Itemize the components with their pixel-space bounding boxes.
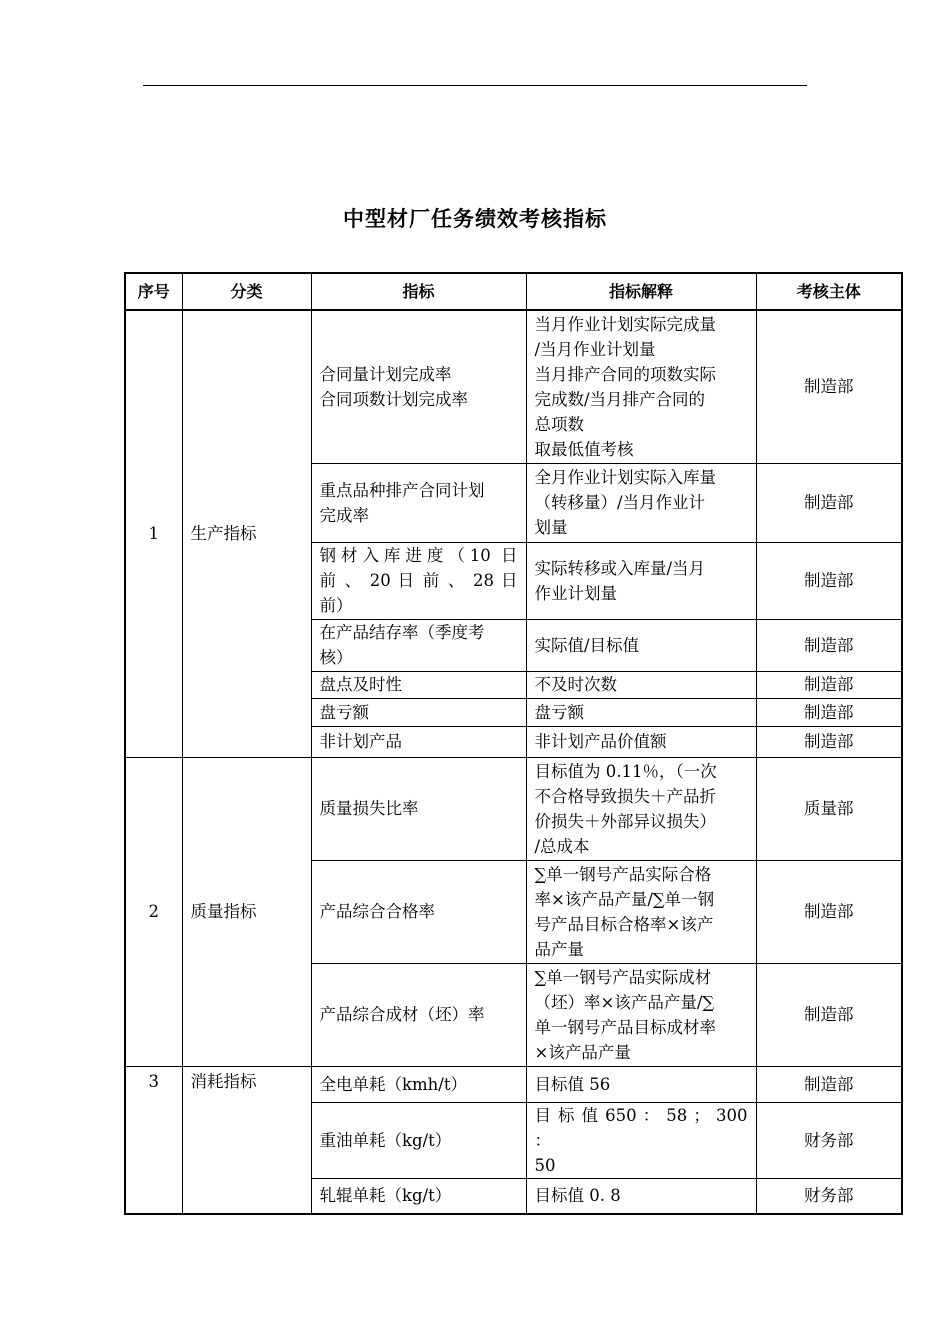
table-row bbox=[125, 1066, 902, 1102]
indicator-cell bbox=[311, 1102, 526, 1178]
group-category: 消耗指标 bbox=[182, 1066, 311, 1214]
explanation-text: 非计划产品价值额 bbox=[534, 732, 667, 751]
owner-cell: 财务部 bbox=[756, 1102, 902, 1178]
explanation-text: ×该产品产量 bbox=[534, 1042, 631, 1062]
explanation-text: 不合格导致损失＋产品折 bbox=[534, 786, 716, 806]
indicator-text: 钢材入库进度（10 日 bbox=[319, 546, 518, 565]
explanation-text: 品产量 bbox=[534, 939, 584, 959]
group-category: 生产指标 bbox=[182, 310, 311, 757]
indicator-text: 前） bbox=[319, 596, 353, 615]
group-no: 3 bbox=[125, 1066, 182, 1214]
indicator-cell bbox=[311, 1178, 526, 1214]
owner-cell: 制造部 bbox=[756, 310, 902, 463]
indicator-text: 合同项数计划完成率 bbox=[319, 389, 468, 409]
indicator-text: 盘点及时性 bbox=[319, 675, 402, 694]
indicator-cell bbox=[311, 726, 526, 757]
explanation-text: 目标值 0. 8 bbox=[534, 1186, 621, 1206]
owner-cell: 制造部 bbox=[756, 463, 902, 542]
header-rule bbox=[143, 85, 807, 86]
explanation-text: 目标值 56 bbox=[534, 1074, 611, 1094]
indicator-cell bbox=[311, 310, 526, 463]
owner-cell: 制造部 bbox=[756, 726, 902, 757]
indicator-cell bbox=[311, 860, 526, 963]
indicator-text: 重点品种排产合同计划 bbox=[319, 480, 485, 500]
indicator-text: 在产品结存率（季度考 bbox=[319, 623, 485, 642]
header-category: 分类 bbox=[182, 273, 311, 310]
owner-cell: 制造部 bbox=[756, 860, 902, 963]
explanation-cell bbox=[526, 1178, 756, 1214]
explanation-text: ∑单一钢号产品实际成材 bbox=[534, 967, 712, 987]
indicator-cell bbox=[311, 542, 526, 619]
explanation-text: 不及时次数 bbox=[534, 675, 617, 694]
owner-cell: 制造部 bbox=[756, 671, 902, 698]
indicator-cell bbox=[311, 463, 526, 542]
header-no: 序号 bbox=[125, 273, 182, 310]
group-no: 1 bbox=[125, 310, 182, 757]
explanation-text: 盘亏额 bbox=[534, 702, 584, 722]
explanation-text: 率×该产品产量/∑单一钢 bbox=[534, 889, 715, 909]
indicator-cell bbox=[311, 963, 526, 1066]
header-indicator: 指标 bbox=[311, 273, 526, 310]
indicator-text: 全电单耗（kmh/t） bbox=[319, 1074, 467, 1094]
indicator-text: 盘亏额 bbox=[319, 702, 369, 722]
table-row bbox=[125, 310, 902, 463]
explanation-text: 总项数 bbox=[534, 414, 584, 434]
table-header-row bbox=[125, 273, 902, 310]
explanation-cell bbox=[526, 463, 756, 542]
document-title: 中型材厂任务绩效考核指标 bbox=[343, 207, 607, 231]
indicator-cell bbox=[311, 619, 526, 671]
owner-cell: 财务部 bbox=[756, 1178, 902, 1214]
indicator-cell bbox=[311, 757, 526, 860]
explanation-text: 实际转移或入库量/当月 bbox=[534, 558, 706, 578]
indicator-cell bbox=[311, 698, 526, 726]
header-explanation: 指标解释 bbox=[526, 273, 756, 310]
indicator-text: 轧辊单耗（kg/t） bbox=[319, 1186, 452, 1206]
explanation-text: 号产品目标合格率×该产 bbox=[534, 914, 714, 934]
indicator-text: 核） bbox=[319, 648, 353, 667]
explanation-text: 目标值为 0.11％，（一次 bbox=[534, 761, 717, 781]
owner-cell: 制造部 bbox=[756, 698, 902, 726]
indicator-text: 合同量计划完成率 bbox=[319, 364, 452, 384]
explanation-text: 作业计划量 bbox=[534, 583, 617, 603]
explanation-text: 单一钢号产品目标成材率 bbox=[534, 1017, 716, 1037]
owner-cell: 制造部 bbox=[756, 963, 902, 1066]
explanation-text: （坯）率×该产品产量/∑ bbox=[534, 992, 715, 1012]
explanation-text: 全月作业计划实际入库量 bbox=[534, 468, 716, 487]
indicator-text: 产品综合合格率 bbox=[319, 902, 435, 921]
indicator-text: 完成率 bbox=[319, 505, 369, 525]
explanation-text: 划量 bbox=[534, 518, 568, 537]
owner-cell: 制造部 bbox=[756, 542, 902, 619]
explanation-cell bbox=[526, 619, 756, 671]
indicator-text: 前 、 20 日 前 、 28 日 bbox=[319, 571, 518, 590]
explanation-text: （转移量）/当月作业计 bbox=[534, 493, 706, 512]
explanation-text: 50 bbox=[534, 1155, 556, 1175]
explanation-cell bbox=[526, 671, 756, 698]
explanation-text: 取最低值考核 bbox=[534, 439, 634, 459]
header-owner: 考核主体 bbox=[756, 273, 902, 310]
explanation-text: /当月作业计划量 bbox=[534, 339, 656, 359]
explanation-text: /总成本 bbox=[534, 836, 590, 856]
explanation-cell bbox=[526, 698, 756, 726]
explanation-text: 完成数/当月排产合同的 bbox=[534, 389, 706, 409]
explanation-cell bbox=[526, 860, 756, 963]
owner-cell: 质量部 bbox=[756, 757, 902, 860]
explanation-cell bbox=[526, 310, 756, 463]
owner-cell: 制造部 bbox=[756, 1066, 902, 1102]
explanation-text: 实际值/目标值 bbox=[534, 635, 640, 655]
indicator-cell bbox=[311, 671, 526, 698]
indicator-text: 产品综合成材（坯）率 bbox=[319, 1005, 485, 1024]
explanation-text: 价损失＋外部异议损失） bbox=[534, 811, 716, 831]
explanation-cell bbox=[526, 542, 756, 619]
table-row bbox=[125, 757, 902, 860]
explanation-text: ∑单一钢号产品实际合格 bbox=[534, 864, 712, 884]
explanation-cell bbox=[526, 963, 756, 1066]
indicator-text: 非计划产品 bbox=[319, 732, 402, 751]
explanation-cell bbox=[526, 726, 756, 757]
indicator-text: 重油单耗（kg/t） bbox=[319, 1130, 452, 1150]
group-category: 质量指标 bbox=[182, 757, 311, 1066]
owner-cell: 制造部 bbox=[756, 619, 902, 671]
indicator-cell bbox=[311, 1066, 526, 1102]
explanation-cell bbox=[526, 757, 756, 860]
group-no: 2 bbox=[125, 757, 182, 1066]
explanation-text: 目 标 值 650 ： 58 ； 300 ： bbox=[534, 1105, 748, 1150]
explanation-cell bbox=[526, 1102, 756, 1178]
kpi-table bbox=[124, 272, 903, 1215]
explanation-text: 当月作业计划实际完成量 bbox=[534, 314, 716, 334]
indicator-text: 质量损失比率 bbox=[319, 799, 419, 818]
explanation-cell bbox=[526, 1066, 756, 1102]
explanation-text: 当月排产合同的项数实际 bbox=[534, 364, 716, 384]
